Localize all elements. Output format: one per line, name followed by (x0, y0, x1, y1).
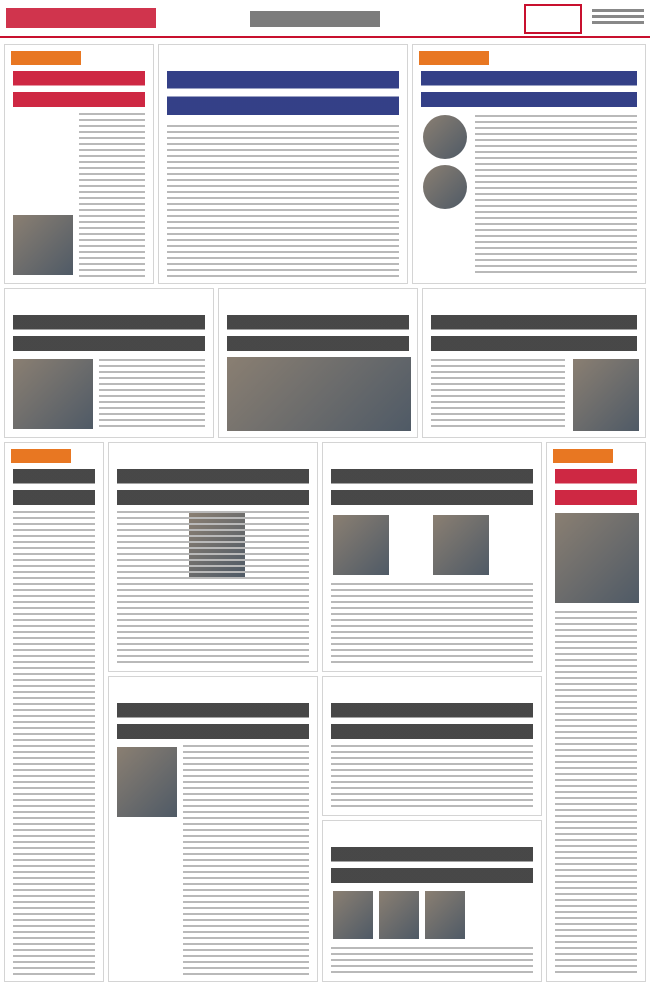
article-body (331, 745, 533, 809)
headline (117, 703, 309, 739)
kicker (11, 449, 71, 463)
headline (431, 315, 637, 351)
article-3 (412, 44, 646, 284)
article-body (79, 113, 145, 277)
article-photo (573, 359, 639, 431)
portrait-photo (423, 165, 467, 209)
article-body (183, 745, 309, 975)
section-title (250, 11, 380, 27)
headline (227, 315, 409, 351)
article-photo (379, 891, 419, 939)
article-photo (433, 515, 489, 575)
kicker (419, 51, 489, 65)
article-body (117, 511, 309, 665)
article-photo (117, 747, 177, 817)
headline (331, 703, 533, 739)
kicker (553, 449, 613, 463)
article-photo (13, 359, 93, 429)
article-photo (13, 215, 73, 275)
article-13 (322, 820, 542, 982)
article-1 (4, 44, 154, 284)
article-body (331, 947, 533, 975)
article-body (99, 359, 205, 431)
article-body (555, 611, 637, 975)
article-5 (218, 288, 418, 438)
article-8 (108, 442, 318, 672)
article-9 (322, 442, 542, 672)
article-2 (158, 44, 408, 284)
headline (13, 71, 145, 107)
article-photo (333, 891, 373, 939)
masthead (0, 0, 650, 38)
article-7 (4, 442, 104, 982)
headline (331, 469, 533, 505)
headline (13, 315, 205, 351)
kicker (11, 51, 81, 65)
article-body (13, 511, 95, 975)
article-6 (422, 288, 646, 438)
article-body (331, 583, 533, 665)
article-11 (108, 676, 318, 982)
article-12 (322, 676, 542, 816)
article-photo (333, 515, 389, 575)
article-photo (425, 891, 465, 939)
headline (421, 71, 637, 107)
article-body (167, 125, 399, 277)
date-line (592, 9, 644, 27)
article-10 (546, 442, 646, 982)
page-number (524, 4, 582, 34)
article-photo (227, 357, 411, 431)
headline (117, 469, 309, 505)
headline (331, 847, 533, 883)
article-body (431, 359, 565, 431)
headline (555, 469, 637, 505)
article-photo (555, 513, 639, 603)
headline (167, 71, 399, 115)
portrait-photo (423, 115, 467, 159)
article-body (475, 115, 637, 277)
article-4 (4, 288, 214, 438)
headline (13, 469, 95, 505)
paper-name (6, 8, 156, 28)
